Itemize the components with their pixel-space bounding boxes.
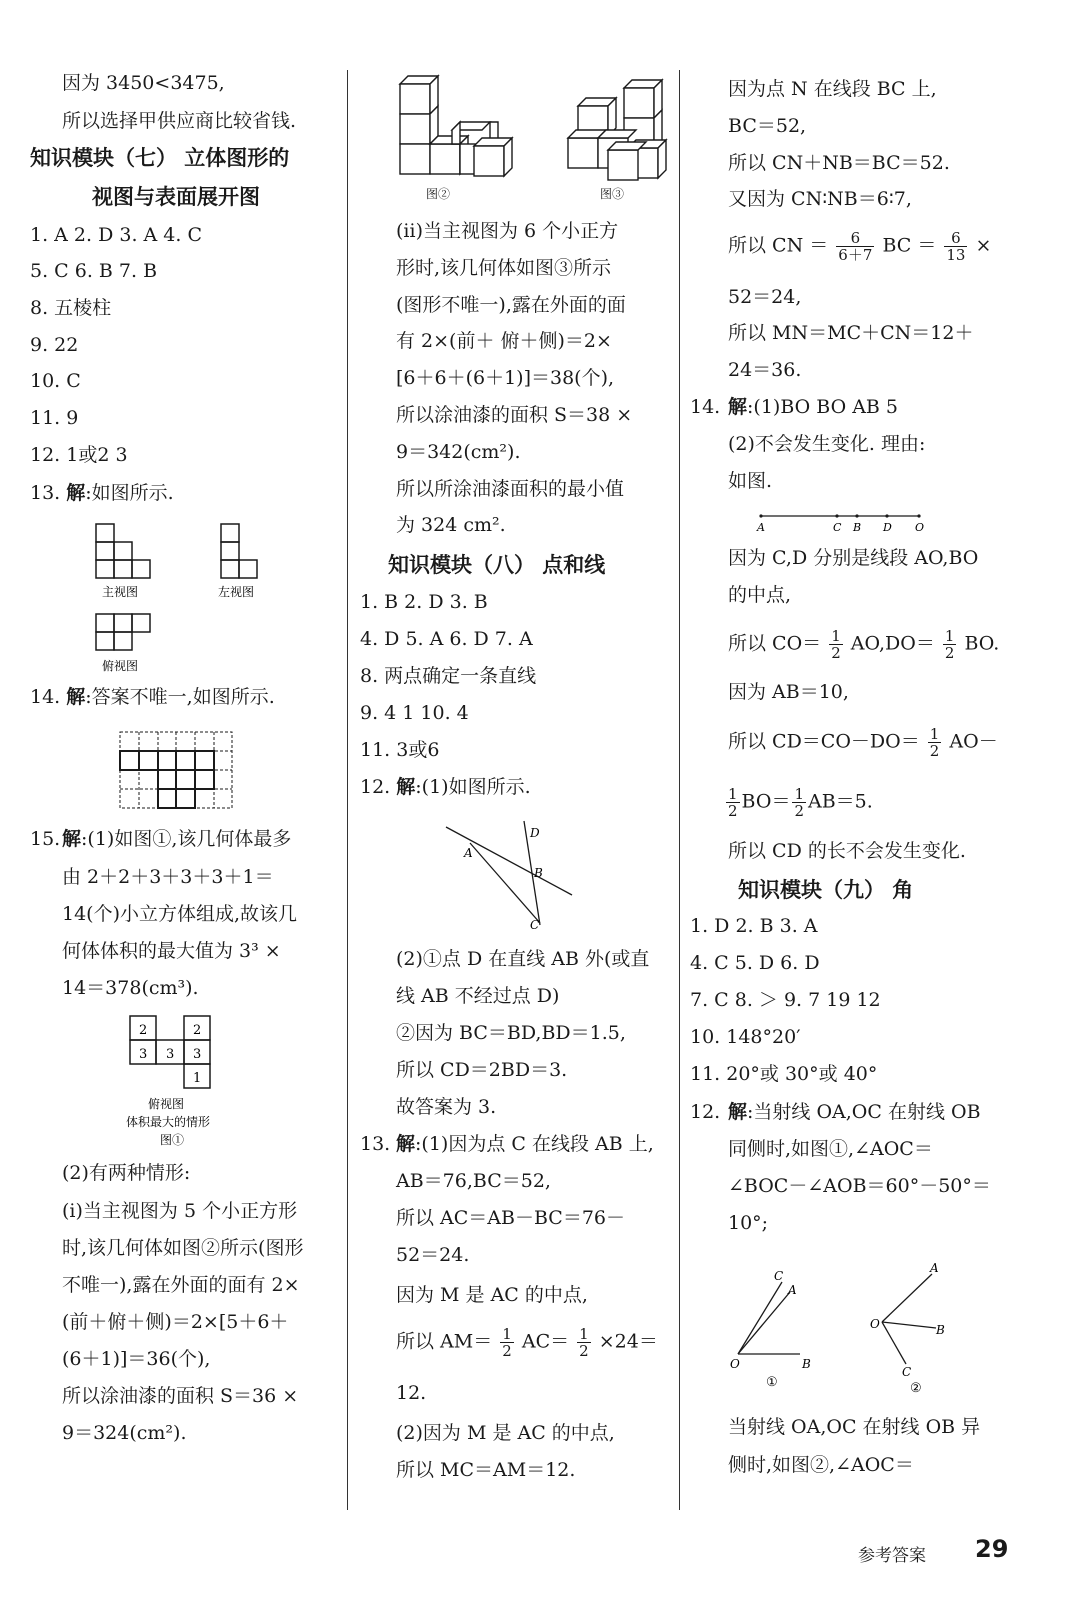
text-line: 如图. [728, 470, 773, 492]
text-line: 形时,该几何体如图③所示 [396, 257, 612, 279]
solution-marker: 解 [728, 396, 748, 418]
formula-text: AO,DO＝ [850, 632, 935, 655]
solution-marker: 解 [62, 828, 82, 850]
text-line: 所以选择甲供应商比较省钱. [62, 110, 297, 132]
text-line: 何体体积的最大值为 3³ × [62, 940, 281, 962]
text-line: 同侧时,如图①,∠AOC＝ [728, 1138, 933, 1160]
answer-line: 9. 22 [30, 334, 79, 356]
text-line [728, 628, 999, 661]
solution-text: :如图所示. [85, 482, 174, 504]
solution-text: :(1)因为点 C 在线段 AB 上, [415, 1133, 654, 1155]
segment-figure [755, 506, 935, 536]
text-line: 因为 C,D 分别是线段 AO,BO [728, 547, 979, 569]
answer-line: 10. C [30, 370, 81, 392]
text-line: 由 2＋2＋3＋3＋3＋1＝ [62, 866, 274, 888]
section-heading-9: 知识模块（九） 角 [738, 878, 914, 902]
text-line: AB＝76,BC＝52, [396, 1170, 551, 1192]
fraction-numerator: 1 [929, 725, 940, 743]
fraction-denominator: 2 [831, 644, 841, 662]
fraction-numerator: 1 [831, 627, 841, 645]
solution-text: :(1)BO BO AB 5 [747, 396, 899, 418]
text-line: 所以 CD＝2BD＝3. [396, 1059, 568, 1081]
text-line [396, 1131, 654, 1157]
answer-line [30, 684, 275, 710]
fraction-denominator: 2 [794, 802, 804, 820]
answer-line [360, 774, 531, 800]
answer-line: 9. 4 1 10. 4 [360, 702, 469, 724]
answer-line: 11. 20°或 30°或 40° [690, 1063, 878, 1085]
angle-label-o: O [870, 1317, 880, 1331]
solution-marker: 解 [66, 686, 86, 708]
angle-label-o: O [730, 1357, 740, 1371]
section-heading-7-sub: 视图与表面展开图 [92, 185, 260, 209]
fraction [577, 1326, 591, 1359]
text-line [724, 786, 873, 819]
formula-text: AO－ [949, 730, 998, 753]
fraction-denominator: 2 [944, 644, 955, 662]
text-line: ∠BOC－∠AOB＝60°－50°＝ [728, 1175, 991, 1197]
point-label-b: B [534, 866, 543, 880]
fraction-denominator: 2 [579, 1342, 589, 1360]
text-line: (2)①点 D 在直线 AB 外(或直 [396, 948, 650, 970]
text-line: 故答案为 3. [396, 1096, 497, 1118]
formula-text: 所以 CN ＝ [728, 234, 829, 257]
answer-line: 1. B 2. D 3. B [360, 591, 488, 613]
three-views-figure [90, 518, 280, 678]
grid-cell: 2 [193, 1023, 202, 1038]
answer-line: 4. C 5. D 6. D [690, 952, 820, 974]
text-line: (ⅰ)当主视图为 5 个小正方形 [62, 1200, 298, 1222]
fraction [500, 1326, 514, 1359]
fraction [726, 786, 740, 819]
solution-text: :当射线 OA,OC 在射线 OB [747, 1101, 981, 1123]
text-line: 为 324 cm². [396, 514, 506, 536]
solution-marker: 解 [728, 1101, 748, 1123]
fraction [836, 230, 874, 263]
angle-label-b: B [802, 1357, 811, 1371]
answer-line: 10. 148°20′ [690, 1026, 801, 1048]
grid-cell: 1 [193, 1071, 202, 1086]
text-line: 因为点 N 在线段 BC 上, [728, 78, 937, 100]
segment-label-a: A [757, 521, 765, 534]
text-line [728, 394, 898, 420]
text-line: (图形不唯一),露在外面的面 [396, 294, 626, 316]
caption-angle-fig2: ② [910, 1381, 922, 1396]
cube-figures-2-3 [392, 70, 682, 210]
text-line: 所以 AC＝AB－BC＝76－ [396, 1207, 626, 1229]
text-line: 所以 CD 的长不会发生变化. [728, 840, 966, 862]
formula-text: × [975, 234, 992, 257]
text-line: 有 2×(前＋ 俯＋侧)＝2× [396, 330, 612, 352]
caption-top-view: 俯视图 [102, 659, 139, 673]
formula-text: BO＝ [741, 790, 791, 813]
column-divider-right [679, 70, 680, 1510]
caption-fig1-label: 图① [160, 1133, 185, 1147]
fraction-denominator: 6＋7 [838, 246, 873, 264]
text-line: 所以 MC＝AM＝12. [396, 1459, 576, 1481]
caption-angle-fig1: ① [766, 1375, 778, 1390]
figure-1-top-view-grid [126, 1012, 246, 1154]
fraction-numerator: 1 [944, 627, 955, 645]
text-line [728, 1099, 981, 1125]
text-line: (前＋俯＋侧)＝2×[5＋6＋ [62, 1311, 289, 1333]
angle-figures [726, 1258, 966, 1408]
text-line: 所以所涂油漆面积的最小值 [396, 478, 625, 500]
question-number: 12. [690, 1101, 721, 1123]
angle-label-a: A [788, 1283, 797, 1297]
text-line: 所以涂油漆的面积 S＝38 × [396, 404, 633, 426]
text-line: (2)有两种情形: [62, 1162, 191, 1184]
segment-label-b: B [853, 521, 862, 534]
fraction [943, 628, 957, 661]
caption-left-view: 左视图 [218, 585, 255, 599]
text-line: 14(个)小立方体组成,故该几 [62, 903, 298, 925]
text-line [396, 1326, 658, 1359]
text-line: (2)不会发生变化. 理由: [728, 433, 926, 455]
text-line: 52＝24. [396, 1244, 470, 1266]
formula-text: AC＝ [521, 1330, 570, 1353]
text-line: 10°; [728, 1212, 769, 1234]
angle-label-a: A [930, 1261, 939, 1275]
fraction [829, 628, 843, 661]
answer-line: 12. 1或2 3 [30, 444, 128, 466]
text-line: BC＝52, [728, 115, 807, 137]
fraction-denominator: 2 [929, 742, 940, 760]
answer-line: 7. C 8. ＞ 9. 7 19 12 [690, 989, 881, 1011]
caption-fig1-view: 俯视图 [148, 1097, 185, 1111]
answer-line: 8. 五棱柱 [30, 297, 112, 319]
caption-fig2: 图② [426, 187, 451, 201]
fraction-numerator: 1 [728, 785, 738, 803]
text-line: 52＝24, [728, 286, 802, 308]
question-number: 15. [30, 828, 61, 850]
angle-label-c: C [902, 1365, 912, 1379]
point-label-c: C [530, 918, 540, 932]
point-label-d: D [530, 826, 540, 840]
page-number: 29 [975, 1535, 1009, 1563]
fraction [792, 786, 806, 819]
fraction-numerator: 1 [579, 1325, 589, 1343]
text-line [728, 726, 998, 759]
segment-label-d: D [883, 521, 892, 534]
text-line: (ⅱ)当主视图为 6 个小正方 [396, 220, 619, 242]
grid-cell: 3 [166, 1047, 175, 1062]
text-line: 9＝342(cm²). [396, 441, 521, 463]
point-line-figure [440, 815, 590, 935]
text-line: 时,该几何体如图②所示(图形 [62, 1237, 304, 1259]
fraction-numerator: 6 [836, 230, 874, 247]
fraction [944, 230, 967, 263]
fraction-numerator: 1 [502, 1325, 512, 1343]
text-line: [6＋6＋(6＋1)]＝38(个), [396, 367, 615, 389]
formula-text: ×24＝ [598, 1330, 658, 1353]
caption-fig3: 图③ [600, 187, 625, 201]
text-line: 因为 AB＝10, [728, 681, 849, 703]
text-line: 因为 3450<3475, [62, 72, 225, 94]
solution-marker: 解 [396, 1133, 416, 1155]
question-number: 14. [30, 686, 61, 708]
text-line: 24＝36. [728, 359, 802, 381]
segment-label-o: O [915, 521, 925, 534]
text-line: 12. [396, 1382, 427, 1404]
point-label-a: A [464, 846, 473, 860]
answer-line: 1. D 2. B 3. A [690, 915, 818, 937]
question-number: 12. [360, 776, 391, 798]
solution-marker: 解 [66, 482, 86, 504]
text-line: 又因为 CN∶NB＝6∶7, [728, 188, 912, 210]
text-line: 9＝324(cm²). [62, 1422, 187, 1444]
net-grid-figure [118, 730, 236, 812]
fraction-numerator: 6 [944, 230, 967, 247]
text-line: 侧时,如图②,∠AOC＝ [728, 1454, 914, 1476]
solution-text: :(1)如图①,该几何体最多 [81, 828, 292, 850]
formula-text: AB＝5. [808, 790, 873, 813]
answer-line [30, 480, 174, 506]
text-line: 14＝378(cm³). [62, 977, 199, 999]
text-line: 所以 MN＝MC＋CN＝12＋ [728, 322, 974, 344]
text-line: 的中点, [728, 584, 792, 606]
column-divider-left [347, 70, 348, 1510]
fraction-numerator: 1 [794, 785, 804, 803]
formula-text: 所以 CD＝CO－DO＝ [728, 730, 920, 753]
answer-line [360, 1131, 390, 1157]
fraction [928, 726, 942, 759]
text-line: 因为 M 是 AC 的中点, [396, 1284, 588, 1306]
text-line: (6＋1)]＝36(个), [62, 1348, 211, 1370]
text-line [728, 230, 991, 263]
text-line: 所以涂油漆的面积 S＝36 × [62, 1385, 299, 1407]
text-line: 所以 CN＋NB＝BC＝52. [728, 152, 950, 174]
text-line: 不唯一),露在外面的面有 2× [62, 1274, 300, 1296]
question-number: 13. [360, 1133, 391, 1155]
solution-marker: 解 [396, 776, 416, 798]
formula-text: 所以 AM＝ [396, 1330, 493, 1353]
fraction-denominator: 2 [502, 1342, 512, 1360]
grid-cell: 3 [139, 1047, 148, 1062]
answer-line [690, 1099, 720, 1125]
angle-label-b: B [936, 1323, 945, 1337]
answer-line: 8. 两点确定一条直线 [360, 665, 537, 687]
formula-text: BO. [964, 632, 1000, 655]
formula-text: 所以 CO＝ [728, 632, 822, 655]
solution-text: :答案不唯一,如图所示. [85, 686, 275, 708]
answer-line: 4. D 5. A 6. D 7. A [360, 628, 533, 650]
formula-text: BC ＝ [882, 234, 937, 257]
grid-cell: 2 [139, 1023, 148, 1038]
question-number: 14. [690, 396, 721, 418]
fraction-denominator: 2 [728, 802, 738, 820]
grid-cell: 3 [193, 1047, 202, 1062]
answer-line: 11. 9 [30, 407, 79, 429]
caption-main-view: 主视图 [102, 585, 139, 599]
text-line: 线 AB 不经过点 D) [396, 985, 560, 1007]
angle-label-c: C [774, 1269, 784, 1283]
text-line: (2)因为 M 是 AC 的中点, [396, 1422, 615, 1444]
answer-line [690, 394, 720, 420]
question-number: 13. [30, 482, 61, 504]
section-heading-7: 知识模块（七） 立体图形的 [30, 146, 290, 170]
solution-text: :(1)如图所示. [415, 776, 531, 798]
answer-line: 1. A 2. D 3. A 4. C [30, 224, 203, 246]
section-heading-8: 知识模块（八） 点和线 [388, 553, 606, 577]
answer-line [30, 826, 60, 852]
footer-label: 参考答案 [858, 1546, 926, 1566]
answer-line: 5. C 6. B 7. B [30, 260, 158, 282]
answer-line [62, 826, 291, 852]
fraction-denominator: 13 [946, 246, 966, 264]
text-line: ②因为 BC＝BD,BD＝1.5, [396, 1022, 626, 1044]
answer-line: 11. 3或6 [360, 739, 440, 761]
segment-label-c: C [833, 521, 842, 534]
caption-fig1-desc: 体积最大的情形 [126, 1115, 211, 1129]
text-line: 当射线 OA,OC 在射线 OB 异 [728, 1416, 981, 1438]
